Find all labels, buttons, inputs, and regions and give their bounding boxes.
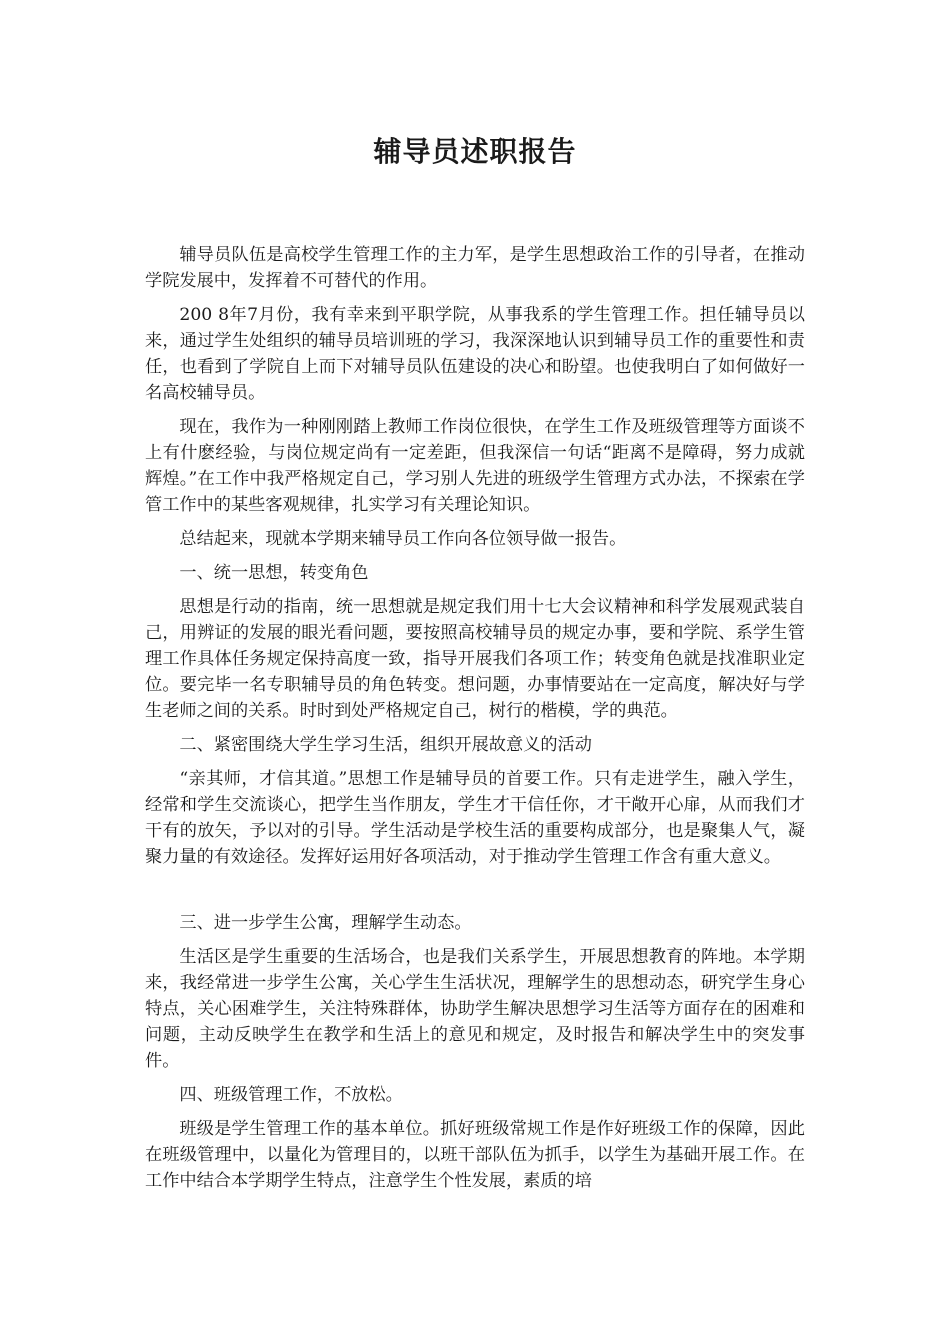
section-heading-2: 二、紧密围绕大学生学习生活，组织开展故意义的活动 xyxy=(179,735,592,755)
paragraph-section-2: “亲其师，才信其道。”思想工作是辅导员的首要工作。只有走进学生，融入学生，经常和学生交流谈心，把学生当作朋友，学生才干信任你，才干敞开心扉，从而我们才干有的放矢，予以对的引导。学生活动是学校生活的重要构成部分，也是聚集人气，凝聚力量的有效途径。发挥好运用好各项活动，对于推动学生管理工作含有重大意义。 xyxy=(145,769,805,867)
paragraph-section-3: 生活区是学生重要的生活场合，也是我们关系学生，开展思想教育的阵地。本学期来，我经常进一步学生公寓，关心学生生活状况，理解学生的思想动态，研究学生身心特点，关心困难学生，关注特殊群体，协助学生解决思想学习生活等方面存在的困难和问题，主动反映学生在教学和生活上的意见和规定，及时报告和解决学生中的突发事件。 xyxy=(145,947,805,1071)
section-heading-4: 四、班级管理工作，不放松。 xyxy=(179,1085,403,1105)
paragraph-section-1: 思想是行动的指南，统一思想就是规定我们用十七大会议精神和科学发展观武装自己，用辨证的发展的眼光看问题，要按照高校辅导员的规定办事，要和学院、系学生管理工作具体任务规定保持高度一致，指导开展我们各项工作；转变角色就是找准职业定位。要完毕一名专职辅导员的角色转变。想问题，办事情要站在一定高度，解决好与学生老师之间的关系。时时到处严格规定自己，树行的楷模，学的典范。 xyxy=(145,597,805,721)
paragraph-current-state: 现在，我作为一种刚刚踏上教师工作岗位很快，在学生工作及班级管理等方面谈不上有什麽经验，与岗位规定尚有一定差距，但我深信一句话“距离不是障碍，努力成就辉煌。”在工作中我严格规定自己，学习别人先进的班级学生管理方式办法，不探索在学管工作中的某些客观规律，扎实学习有关理论知识。 xyxy=(145,417,805,515)
document-title: 辅导员述职报告 xyxy=(373,135,577,168)
document-body xyxy=(145,242,805,1202)
paragraph-intro: 辅导员队伍是高校学生管理工作的主力军，是学生思想政治工作的引导者，在推动学院发展中，发挥着不可替代的作用。 xyxy=(145,245,805,291)
paragraph-section-4: 班级是学生管理工作的基本单位。抓好班级常规工作是作好班级工作的保障，因此在班级管理中，以量化为管理目的，以班干部队伍为抓手，以学生为基础开展工作。在工作中结合本学期学生特点，注意学生个性发展，素质的培 xyxy=(145,1119,805,1191)
section-heading-1: 一、统一思想，转变角色 xyxy=(179,563,369,583)
paragraph-summary-lead: 总结起来，现就本学期来辅导员工作向各位领导做一报告。 xyxy=(179,529,627,549)
section-heading-3: 三、进一步学生公寓，理解学生动态。 xyxy=(179,913,472,933)
paragraph-background: 200 8年7月份，我有幸来到平职学院，从事我系的学生管理工作。担任辅导员以来，通过学生处组织的辅导员培训班的学习，我深深地认识到辅导员工作的重要性和责任，也看到了学院自上而下对辅导员队伍建设的决心和盼望。也使我明白了如何做好一名高校辅导员。 xyxy=(145,305,805,403)
